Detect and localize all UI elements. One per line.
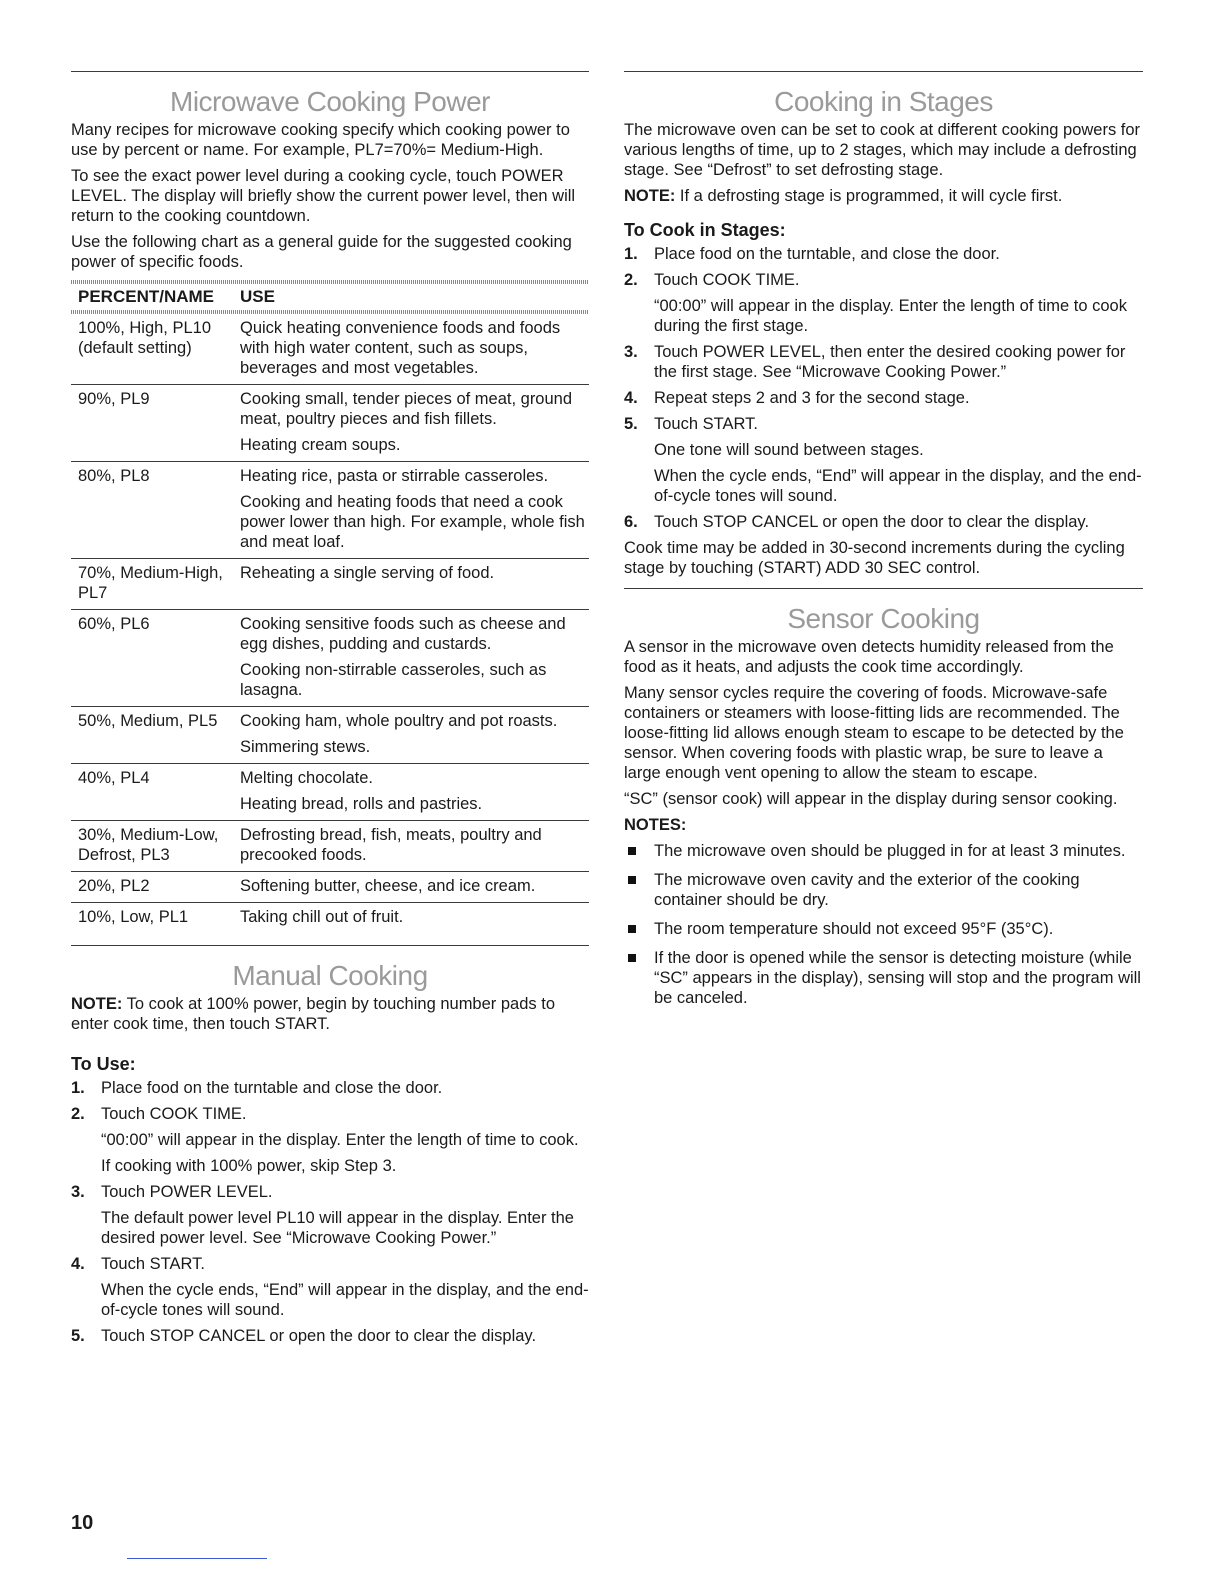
note-item <box>624 841 1143 861</box>
table-cell-name: 40%, PL4 <box>78 769 150 787</box>
table-cell-name: 80%, PL8 <box>78 467 150 485</box>
paragraph: Many sensor cycles require the covering of foods. Microwave-safe containers or steamers with loose-fitting lids are recommended. The loose-fitting lid allows enough steam to escape to be detected by the sensor. When covering foods with plastic wrap, be sure to leave a large enough vent opening to allow the steam to escape. <box>624 684 1124 782</box>
paragraph: “SC” (sensor cook) will appear in the display during sensor cooking. <box>624 790 1118 808</box>
stages-note <box>624 186 1143 206</box>
table-header <box>71 284 589 310</box>
step-item <box>624 342 1143 382</box>
table-cell-use <box>240 825 589 865</box>
note-item <box>624 870 1143 910</box>
use-text: Cooking non-stirrable casseroles, such as lasagna. <box>240 661 547 699</box>
note-text: The microwave oven should be plugged in for at least 3 minutes. <box>654 842 1126 860</box>
step-number: 4. <box>71 1255 85 1273</box>
step-item <box>71 1182 589 1248</box>
table-cell-name: 90%, PL9 <box>78 390 150 408</box>
header-percent-name: PERCENT/NAME <box>78 287 215 306</box>
table-cell-use <box>240 318 589 378</box>
step-number: 5. <box>71 1327 85 1345</box>
table-row <box>71 872 589 903</box>
table-cell-name: 20%, PL2 <box>78 877 150 895</box>
table-cell-name: 30%, Medium-Low, Defrost, PL3 <box>78 826 219 864</box>
stages-outro: Cook time may be added in 30-second increments during the cycling stage by touching (START) ADD 30 SEC control. <box>624 539 1125 577</box>
step-number: 3. <box>71 1183 85 1201</box>
table-row <box>71 314 589 385</box>
paragraph: To see the exact power level during a cooking cycle, touch POWER LEVEL. The display will briefly show the current power level, then will return to the cooking countdown. <box>71 167 576 225</box>
manual-steps-list <box>71 1078 589 1346</box>
table-row <box>71 707 589 764</box>
table-cell-name: 60%, PL6 <box>78 615 150 633</box>
use-text: Quick heating convenience foods and foods with high water content, such as soups, beverages and most vegetables. <box>240 319 561 377</box>
step-number: 5. <box>624 415 638 433</box>
table-cell-use <box>240 768 589 814</box>
use-text: Heating cream soups. <box>240 436 401 454</box>
use-text: Cooking ham, whole poultry and pot roasts. <box>240 712 558 730</box>
use-text: Heating bread, rolls and pastries. <box>240 795 483 813</box>
table-row <box>71 559 589 610</box>
step-number: 1. <box>624 245 638 263</box>
right-column <box>624 71 1143 1017</box>
table-cell-use <box>240 711 589 757</box>
note-text: The microwave oven cavity and the exterior of the cooking container should be dry. <box>654 871 1080 909</box>
step-number: 2. <box>71 1105 85 1123</box>
note-item <box>624 948 1143 1008</box>
use-text: Defrosting bread, fish, meats, poultry and precooked foods. <box>240 826 542 864</box>
table-row <box>71 610 589 707</box>
manual-note <box>71 994 589 1034</box>
table-cell-use <box>240 466 589 552</box>
step-item <box>71 1254 589 1320</box>
table-row <box>71 462 589 559</box>
bullet-square-icon <box>628 954 636 962</box>
step-detail: “00:00” will appear in the display. Enter the length of time to cook. <box>101 1131 579 1149</box>
use-text: Taking chill out of fruit. <box>240 908 404 926</box>
notes-label: NOTES: <box>624 816 687 834</box>
stages-intro: The microwave oven can be set to cook at different cooking powers for various lengths of time, up to 2 stages, which may include a defrosting stage. See “Defrost” to set defrosting stage. <box>624 121 1141 179</box>
note-item <box>624 919 1143 939</box>
step-text: Touch POWER LEVEL, then enter the desired cooking power for the first stage. See “Microwave Cooking Power.” <box>654 343 1126 381</box>
paragraph: Use the following chart as a general guide for the suggested cooking power of specific foods. <box>71 233 572 271</box>
section-rule <box>624 71 1143 72</box>
table-cell-use <box>240 563 589 603</box>
step-item <box>624 414 1143 506</box>
stages-steps-list <box>624 244 1143 532</box>
step-text: Repeat steps 2 and 3 for the second stage. <box>654 389 970 407</box>
note-text: The room temperature should not exceed 95°F (35°C). <box>654 920 1054 938</box>
step-number: 4. <box>624 389 638 407</box>
step-item <box>624 270 1143 336</box>
power-level-table <box>71 280 589 933</box>
note-text: If the door is opened while the sensor is detecting moisture (while “SC” appears in the display), sensing will stop and the program will be canceled. <box>654 949 1141 1007</box>
use-text: Cooking sensitive foods such as cheese and egg dishes, pudding and custards. <box>240 615 566 653</box>
table-cell-name: 100%, High, PL10 (default setting) <box>78 319 212 357</box>
step-text: Touch COOK TIME. <box>101 1105 247 1123</box>
table-cell-use <box>240 907 589 927</box>
table-cell-use <box>240 876 589 896</box>
sensor-notes-list <box>624 841 1143 1008</box>
use-text: Melting chocolate. <box>240 769 373 787</box>
table-cell-use <box>240 614 589 700</box>
use-text: Simmering stews. <box>240 738 371 756</box>
step-detail: When the cycle ends, “End” will appear in the display, and the end-of-cycle tones will sound. <box>654 467 1142 505</box>
microwave-power-title: Microwave Cooking Power <box>170 86 490 117</box>
stages-title: Cooking in Stages <box>774 86 993 117</box>
step-number: 3. <box>624 343 638 361</box>
microwave-power-intro <box>71 120 589 272</box>
to-cook-in-stages-heading: To Cook in Stages: <box>624 220 786 240</box>
table-cell-name: 50%, Medium, PL5 <box>78 712 218 730</box>
bullet-square-icon <box>628 925 636 933</box>
paragraph: Many recipes for microwave cooking specify which cooking power to use by percent or name. For example, PL7=70%= Medium-High. <box>71 121 570 159</box>
step-item <box>624 388 1143 408</box>
note-label: NOTE: <box>71 995 123 1013</box>
step-item <box>624 512 1143 532</box>
use-text: Cooking and heating foods that need a cook power lower than high. For example, whole fish and meat loaf. <box>240 493 585 551</box>
step-text: Touch START. <box>654 415 758 433</box>
table-row <box>71 903 589 933</box>
step-item <box>624 244 1143 264</box>
manual-cooking-title: Manual Cooking <box>232 960 428 991</box>
step-text: Touch COOK TIME. <box>654 271 800 289</box>
use-text: Reheating a single serving of food. <box>240 564 495 582</box>
step-number: 6. <box>624 513 638 531</box>
page-number: 10 <box>71 1512 94 1534</box>
table-row <box>71 764 589 821</box>
step-detail: If cooking with 100% power, skip Step 3. <box>101 1157 397 1175</box>
step-text: Place food on the turntable, and close the door. <box>654 245 1000 263</box>
step-text: Place food on the turntable and close the door. <box>101 1079 443 1097</box>
header-use: USE <box>240 287 275 306</box>
step-detail: The default power level PL10 will appear in the display. Enter the desired power level. See “Microwave Cooking Power.” <box>101 1209 574 1247</box>
step-text: Touch STOP CANCEL or open the door to clear the display. <box>654 513 1090 531</box>
table-row <box>71 821 589 872</box>
step-text: Touch STOP CANCEL or open the door to clear the display. <box>101 1327 537 1345</box>
section-rule <box>71 71 589 72</box>
use-text: Softening butter, cheese, and ice cream. <box>240 877 536 895</box>
step-detail: “00:00” will appear in the display. Enter the length of time to cook during the first stage. <box>654 297 1127 335</box>
bullet-square-icon <box>628 876 636 884</box>
table-row <box>71 385 589 462</box>
section-rule <box>624 588 1143 589</box>
section-rule <box>71 945 589 946</box>
step-number: 1. <box>71 1079 85 1097</box>
step-number: 2. <box>624 271 638 289</box>
step-detail: One tone will sound between stages. <box>654 441 924 459</box>
footer-link-rule <box>127 1558 267 1559</box>
step-text: Touch START. <box>101 1255 205 1273</box>
paragraph: A sensor in the microwave oven detects humidity released from the food as it heats, and adjusts the cook time accordingly. <box>624 638 1114 676</box>
note-text: To cook at 100% power, begin by touching number pads to enter cook time, then touch START. <box>71 995 555 1033</box>
left-column <box>71 71 589 1352</box>
note-text: If a defrosting stage is programmed, it will cycle first. <box>675 187 1063 205</box>
step-text: Touch POWER LEVEL. <box>101 1183 273 1201</box>
step-detail: When the cycle ends, “End” will appear in the display, and the end-of-cycle tones will sound. <box>101 1281 589 1319</box>
table-body <box>71 314 589 933</box>
to-use-heading: To Use: <box>71 1054 136 1074</box>
table-cell-name: 10%, Low, PL1 <box>78 908 189 926</box>
use-text: Heating rice, pasta or stirrable casseroles. <box>240 467 549 485</box>
step-item <box>71 1326 589 1346</box>
table-cell-name: 70%, Medium-High, PL7 <box>78 564 223 602</box>
note-label: NOTE: <box>624 187 676 205</box>
sensor-title: Sensor Cooking <box>787 603 980 634</box>
step-item <box>71 1078 589 1098</box>
bullet-square-icon <box>628 847 636 855</box>
step-item <box>71 1104 589 1176</box>
use-text: Cooking small, tender pieces of meat, ground meat, poultry pieces and fish fillets. <box>240 390 573 428</box>
table-cell-use <box>240 389 589 455</box>
